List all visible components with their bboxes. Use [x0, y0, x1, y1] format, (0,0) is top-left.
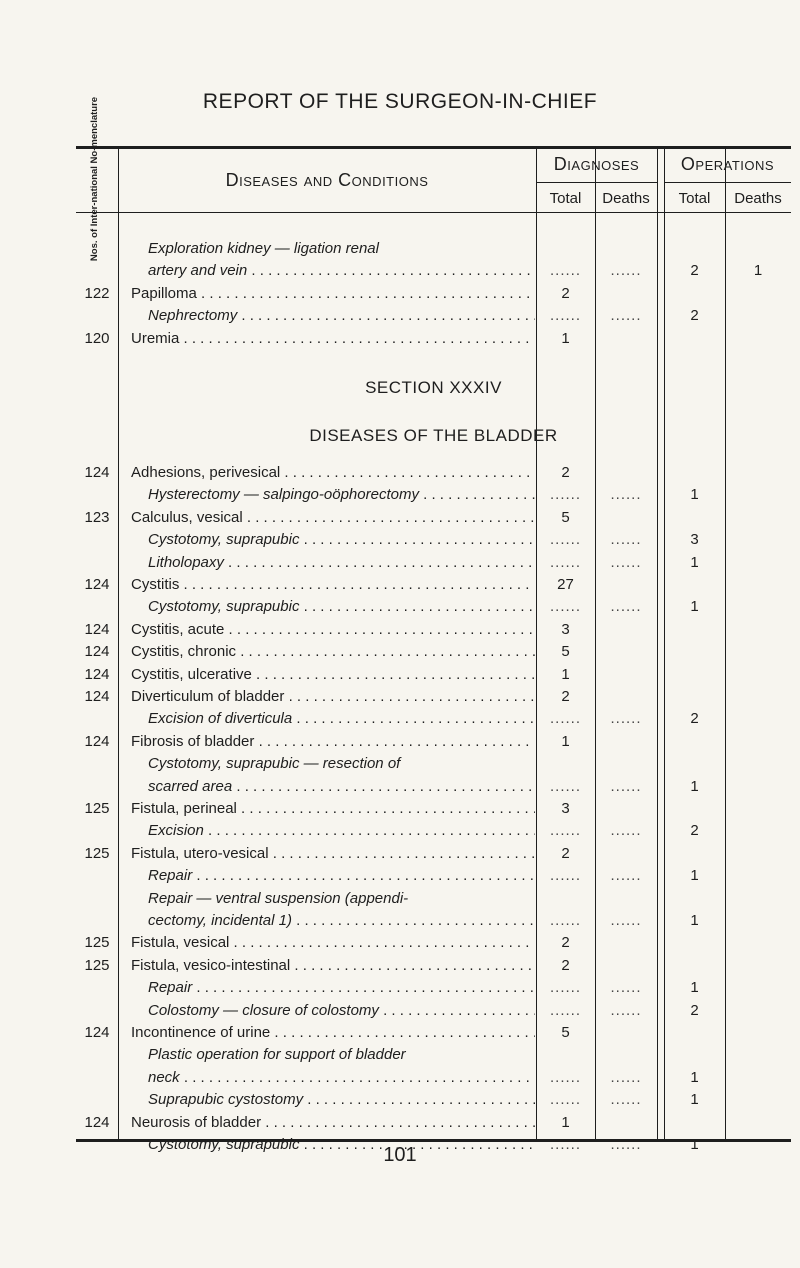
nomenclature-number: 125	[84, 956, 110, 974]
diagnoses-deaths: ......	[610, 1001, 642, 1019]
disease-label: Fistula, perineal . . .	[131, 800, 535, 817]
nomenclature-number: 124	[84, 576, 110, 593]
diagnoses-deaths: ......	[610, 777, 642, 795]
diagnoses-deaths: ......	[610, 307, 642, 325]
diagnoses-rule	[536, 182, 657, 183]
nos-header-text: Nos. of Inter-national No-menclature	[89, 96, 100, 262]
op-total-header: Total	[678, 190, 711, 207]
diagnoses-deaths: ......	[610, 262, 642, 280]
nomenclature-number: 125	[84, 934, 110, 952]
operations-total: 1	[690, 553, 699, 571]
table-row	[76, 328, 791, 350]
diagnoses-total: ......	[549, 912, 581, 929]
operation-row	[76, 865, 791, 887]
operations-total: 1	[690, 912, 699, 929]
operation-label: neck . . .	[148, 1069, 535, 1086]
diagnoses-total: ......	[549, 1091, 581, 1109]
nomenclature-number: 124	[84, 688, 110, 705]
disease-label: Diverticulum of bladder . . .	[131, 688, 535, 705]
table-row	[76, 507, 791, 529]
table-row	[76, 1112, 791, 1134]
operation-row	[76, 305, 791, 327]
disease-label: Neurosis of bladder . . .	[131, 1114, 535, 1131]
operation-label: Cystotomy, suprapubic — resection of	[148, 755, 401, 773]
disease-label: Fistula, vesico-intestinal . . .	[131, 957, 535, 974]
operation-label: Repair . . .	[148, 979, 535, 996]
operation-row	[76, 1000, 791, 1022]
nomenclature-number: 124	[84, 464, 110, 481]
operation-row	[76, 753, 791, 775]
diagnoses-deaths: ......	[610, 1068, 642, 1086]
diagnoses-total: ......	[549, 1068, 581, 1086]
diagnoses-deaths: ......	[610, 822, 642, 840]
operations-total: 1	[690, 777, 699, 795]
diagnoses-deaths: ......	[610, 912, 642, 929]
operations-total: 1	[690, 1136, 699, 1153]
diagnoses-total: 5	[561, 1024, 570, 1041]
diagnoses-total: ......	[549, 710, 581, 728]
operation-label: cectomy, incidental 1) . . .	[148, 912, 535, 929]
diagnoses-total: ......	[549, 486, 581, 504]
nos-column-header	[74, 96, 116, 262]
nomenclature-number: 124	[84, 665, 110, 683]
table-row	[76, 932, 791, 954]
operation-row	[76, 977, 791, 999]
table-row	[76, 798, 791, 820]
diagnoses-total: ......	[549, 777, 581, 795]
disease-label: Fistula, utero-vesical . . .	[131, 845, 535, 862]
table-row	[76, 1022, 791, 1044]
disease-label: Cystitis, chronic . . .	[131, 643, 535, 660]
op-deaths-header: Deaths	[734, 190, 782, 207]
nomenclature-number: 124	[84, 732, 110, 750]
operation-row	[76, 1067, 791, 1089]
nomenclature-number: 125	[84, 844, 110, 862]
disease-label: Cystitis . . .	[131, 576, 535, 593]
table-row	[76, 619, 791, 641]
diagnoses-total: 2	[561, 464, 570, 481]
operation-row	[76, 484, 791, 506]
table-top-rule	[76, 146, 791, 149]
operations-total: 3	[690, 531, 699, 549]
section-title: SECTION XXXIV	[365, 378, 502, 397]
diagnoses-deaths: ......	[610, 553, 642, 571]
table-row	[76, 283, 791, 305]
operations-header: Operations	[680, 154, 775, 174]
diagnoses-total: ......	[549, 1136, 581, 1153]
diagnoses-deaths: ......	[610, 486, 642, 504]
diagnoses-total: 1	[561, 1113, 570, 1131]
operations-total: 1	[690, 867, 699, 885]
diagnoses-total: 2	[561, 844, 570, 862]
operation-row	[76, 820, 791, 842]
diagnoses-deaths: ......	[610, 710, 642, 728]
table-row	[76, 843, 791, 865]
diagnoses-total: ......	[549, 307, 581, 325]
operations-total: 2	[690, 307, 699, 325]
nomenclature-number: 123	[84, 508, 110, 526]
table-row	[76, 686, 791, 708]
disease-label: Fistula, vesical . . .	[131, 934, 535, 951]
nomenclature-number: 124	[84, 620, 110, 638]
diagnoses-deaths: ......	[610, 1136, 642, 1153]
operations-deaths: 1	[753, 262, 763, 280]
header-bottom-rule	[76, 212, 791, 213]
diagnoses-deaths: ......	[610, 867, 642, 885]
operation-label: Suprapubic cystostomy . . .	[148, 1091, 535, 1108]
operations-total: 1	[690, 1091, 699, 1109]
operations-total: 2	[690, 1001, 699, 1019]
operation-row	[76, 1089, 791, 1111]
diagnoses-total: 2	[561, 284, 570, 302]
operations-total: 1	[690, 486, 699, 504]
operation-label: Repair — ventral suspension (appendi-	[148, 889, 409, 907]
table-row	[76, 462, 791, 484]
page-title: REPORT OF THE SURGEON-IN-CHIEF	[202, 90, 598, 113]
operation-label: Cystotomy, suprapubic . . .	[148, 598, 535, 615]
diagnoses-deaths: ......	[610, 979, 642, 997]
operations-total: 1	[690, 979, 699, 997]
operation-label: Cystotomy, suprapubic . . .	[148, 1136, 535, 1153]
nomenclature-number: 124	[84, 643, 110, 661]
diagnoses-total: 1	[561, 665, 570, 683]
operations-total: 1	[690, 598, 699, 616]
disease-label: Papilloma . . .	[131, 285, 535, 302]
operation-row	[76, 529, 791, 551]
nomenclature-number: 122	[84, 284, 110, 302]
operation-row	[76, 888, 791, 910]
disease-label: Fibrosis of bladder . . .	[131, 733, 535, 750]
diag-deaths-header: Deaths	[602, 190, 650, 207]
diagnoses-total: ......	[549, 553, 581, 571]
table-row	[76, 664, 791, 686]
page-number: 101	[383, 1144, 417, 1166]
operations-total: 2	[690, 822, 699, 840]
disease-label: Calculus, vesical . . .	[131, 509, 535, 526]
operation-label: Nephrectomy . . .	[148, 307, 535, 324]
diagnoses-total: 1	[561, 329, 570, 347]
operation-label: Hysterectomy — salpingo-oöphorectomy . . .	[148, 486, 535, 503]
diagnoses-total: 2	[561, 956, 570, 974]
operation-row	[76, 260, 791, 282]
operation-label: Plastic operation for support of bladder	[148, 1046, 406, 1064]
disease-label: Cystitis, ulcerative . . .	[131, 666, 535, 683]
nomenclature-number: 125	[84, 800, 110, 817]
operation-row	[76, 910, 791, 932]
operation-label: artery and vein . . .	[148, 262, 535, 279]
operation-label: Excision . . .	[148, 822, 535, 839]
table-row	[76, 731, 791, 753]
diag-total-header: Total	[549, 190, 582, 207]
diagnoses-total: ......	[549, 262, 581, 280]
operation-label: scarred area . . .	[148, 778, 535, 795]
nomenclature-number: 120	[84, 329, 110, 347]
operation-label: Litholopaxy . . .	[148, 554, 535, 571]
operations-total: 2	[690, 710, 699, 728]
section-subtitle: DISEASES OF THE BLADDER	[309, 426, 558, 445]
nomenclature-number: 124	[84, 1024, 110, 1041]
diagnoses-total: 5	[561, 643, 570, 661]
diagnoses-total: 27	[557, 576, 574, 593]
operation-label: Exploration kidney — ligation renal	[148, 240, 379, 257]
disease-label: Incontinence of urine . . .	[131, 1024, 535, 1041]
diagnoses-deaths: ......	[610, 598, 642, 616]
operation-row	[76, 238, 791, 260]
table-row	[76, 574, 791, 596]
nomenclature-number: 124	[84, 1113, 110, 1131]
operation-row	[76, 596, 791, 618]
diagnoses-total: ......	[549, 531, 581, 549]
diagnoses-total: ......	[549, 867, 581, 885]
disease-label: Adhesions, perivesical . . .	[131, 464, 535, 481]
diagnoses-deaths: ......	[610, 1091, 642, 1109]
table-row	[76, 641, 791, 663]
operation-label: Excision of diverticula . . .	[148, 710, 535, 727]
diagnoses-total: 2	[561, 688, 570, 705]
operation-row	[76, 776, 791, 798]
diagnoses-total: 1	[561, 732, 570, 750]
operations-total: 2	[690, 262, 699, 280]
disease-label: Cystitis, acute . . .	[131, 621, 535, 638]
diagnoses-total: ......	[549, 822, 581, 840]
disease-label: Uremia . . .	[131, 330, 535, 347]
operation-label: Cystotomy, suprapubic . . .	[148, 531, 535, 548]
diagnoses-total: ......	[549, 598, 581, 616]
diseases-header: Diseases and Conditions	[225, 170, 429, 190]
diagnoses-total: 2	[561, 934, 570, 952]
diagnoses-header: Diagnoses	[553, 154, 640, 174]
diagnoses-total: ......	[549, 979, 581, 997]
operation-row	[76, 1044, 791, 1066]
diagnoses-total: ......	[549, 1001, 581, 1019]
operation-row	[76, 708, 791, 730]
table-row	[76, 955, 791, 977]
diagnoses-deaths: ......	[610, 531, 642, 549]
diagnoses-total: 3	[561, 800, 570, 817]
diagnoses-total: 5	[561, 508, 570, 526]
operation-label: Colostomy — closure of colostomy . . .	[148, 1002, 535, 1019]
operations-rule	[664, 182, 791, 183]
operations-total: 1	[690, 1068, 699, 1086]
operation-row	[76, 552, 791, 574]
operation-label: Repair . . .	[148, 867, 535, 884]
diagnoses-total: 3	[561, 620, 570, 638]
